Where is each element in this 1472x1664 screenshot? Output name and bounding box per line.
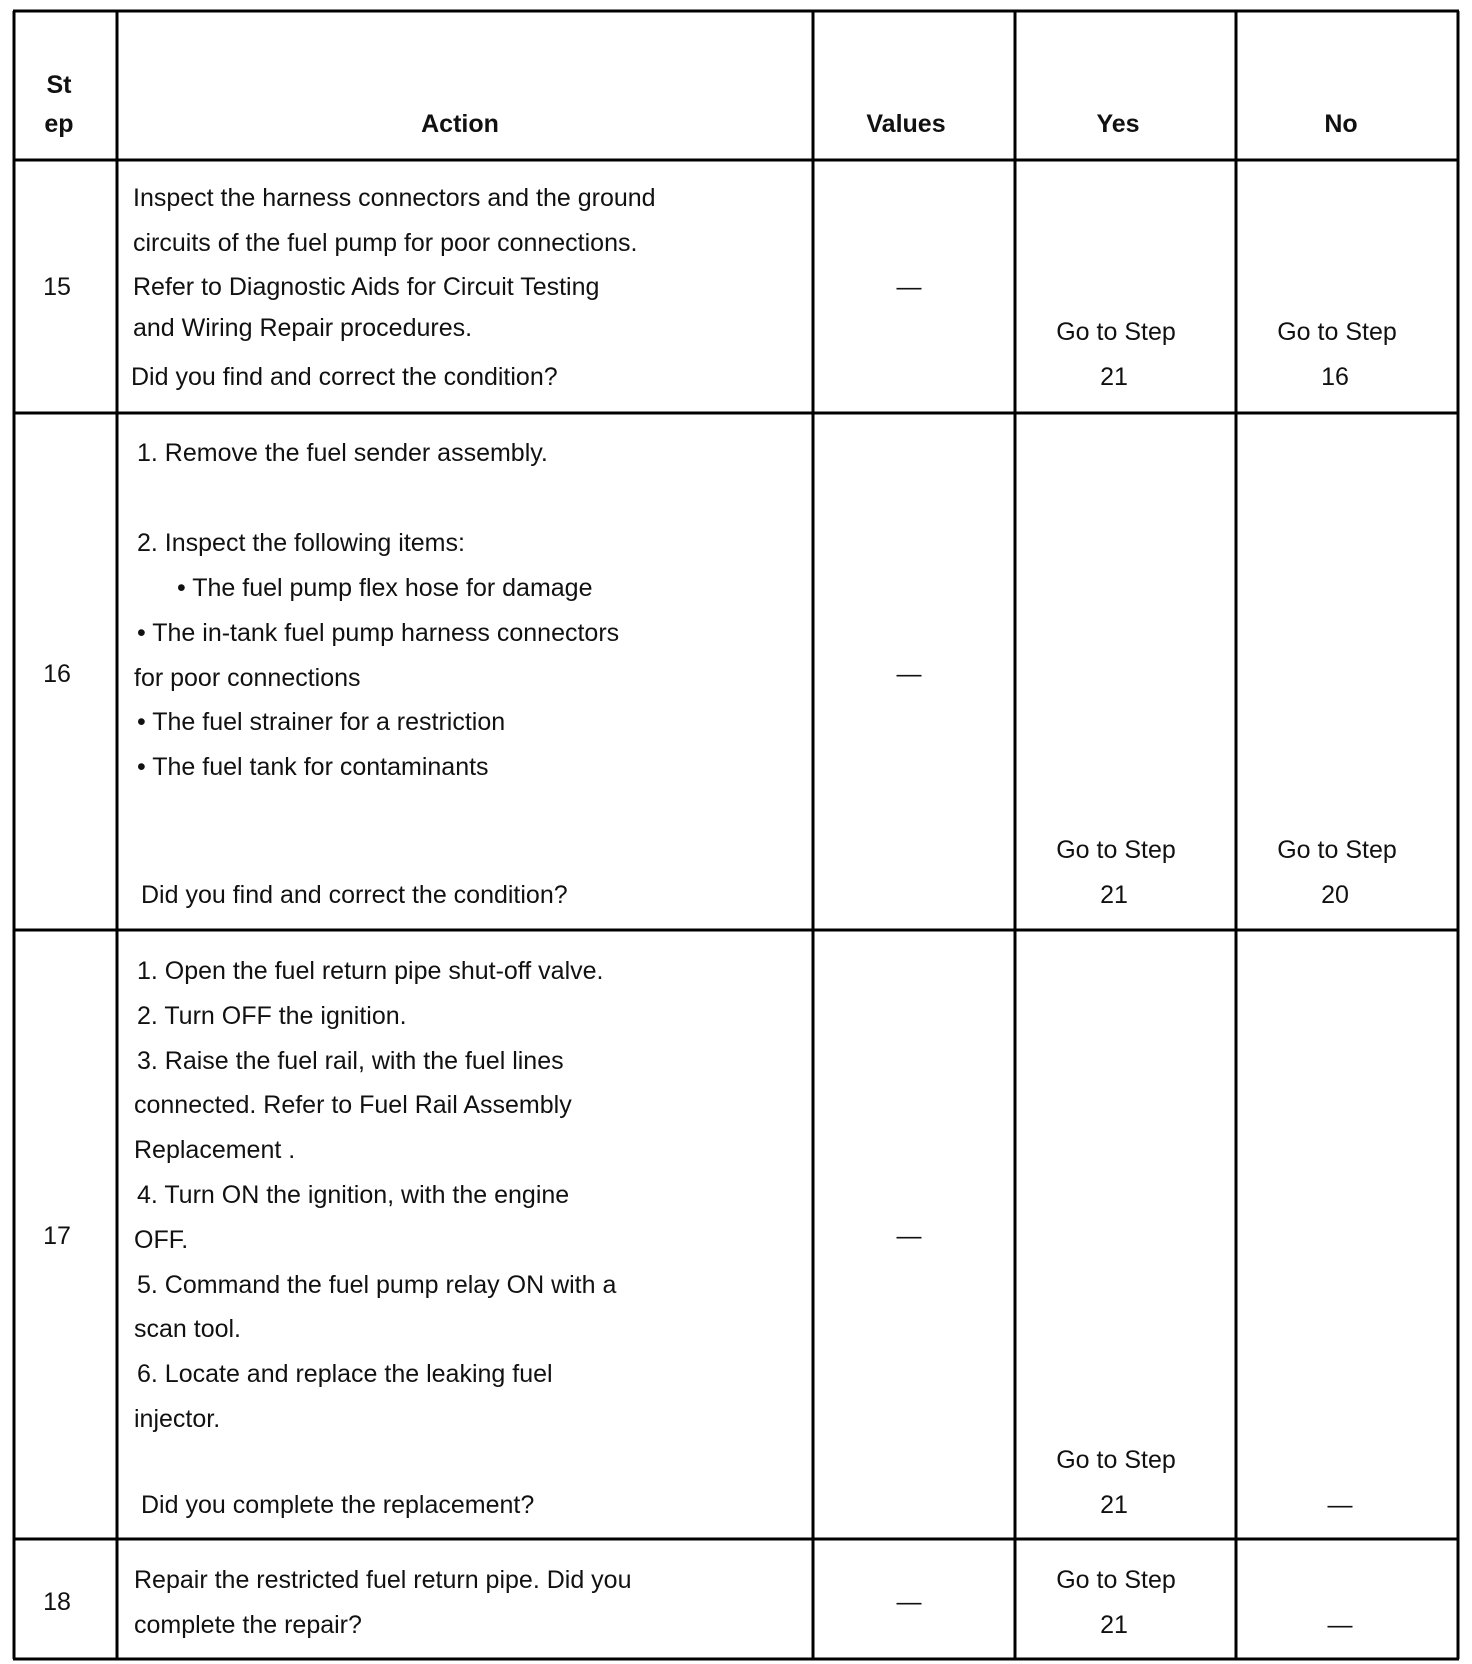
no-goto-label: Go to Step [1277,318,1397,346]
action-line: injector. [134,1405,221,1433]
action-line: for poor connections [134,664,361,692]
yes-goto-step: 21 [1100,363,1128,391]
action-line: connected. Refer to Fuel Rail Assembly [134,1091,572,1119]
action-line: 4. Turn ON the ignition, with the engine [137,1181,570,1209]
action-bullet: • The fuel tank for contaminants [137,753,489,781]
action-line: 2. Inspect the following items: [137,529,465,557]
header-values: Values [866,110,946,138]
header-action: Action [421,110,499,138]
action-bullet: • The fuel pump flex hose for damage [177,574,593,602]
values-cell: — [896,1588,922,1616]
action-line: 1. Remove the fuel sender assembly. [137,439,548,467]
no-cell: — [1327,1491,1353,1519]
no-goto-step: 20 [1321,881,1349,909]
yes-goto-step: 21 [1100,881,1128,909]
action-question: Did you complete the replacement? [141,1491,535,1519]
action-line: scan tool. [134,1315,242,1343]
action-line: 1. Open the fuel return pipe shut-off valve. [137,957,604,985]
action-line: 3. Raise the fuel rail, with the fuel lines [137,1047,564,1075]
action-line: Repair the restricted fuel return pipe. Did you [134,1566,632,1594]
action-line: and Wiring Repair procedures. [133,314,473,342]
action-line: 2. Turn OFF the ignition. [137,1002,407,1030]
yes-goto-step: 21 [1100,1491,1128,1519]
yes-goto-label: Go to Step [1056,318,1176,346]
header-yes: Yes [1096,110,1140,138]
yes-goto-label: Go to Step [1056,1566,1176,1594]
values-cell: — [896,660,922,688]
action-line: 6. Locate and replace the leaking fuel [137,1360,553,1388]
step-number: 17 [43,1222,71,1250]
values-cell: — [896,1222,922,1250]
action-line: complete the repair? [134,1611,362,1639]
action-line: Refer to Diagnostic Aids for Circuit Testing [133,273,600,301]
header-no: No [1324,110,1358,138]
action-line: 5. Command the fuel pump relay ON with a [137,1271,617,1299]
action-line: circuits of the fuel pump for poor connections. [133,229,638,257]
yes-goto-label: Go to Step [1056,836,1176,864]
action-line: Inspect the harness connectors and the ground [133,184,656,212]
step-number: 16 [43,660,71,688]
no-goto-step: 16 [1321,363,1349,391]
action-question: Did you find and correct the condition? [141,881,568,909]
no-goto-label: Go to Step [1277,836,1397,864]
values-cell: — [896,273,922,301]
yes-goto-step: 21 [1100,1611,1128,1639]
header-step-line1: St [46,71,72,99]
action-bullet: • The fuel strainer for a restriction [137,708,506,736]
no-cell: — [1327,1611,1353,1639]
step-number: 18 [43,1588,71,1616]
action-question: Did you find and correct the condition? [131,363,558,391]
header-step-line2: ep [44,110,74,138]
action-bullet: • The in-tank fuel pump harness connectors [137,619,620,647]
step-number: 15 [43,273,71,301]
action-line: OFF. [134,1226,189,1254]
yes-goto-label: Go to Step [1056,1446,1176,1474]
action-line: Replacement . [134,1136,296,1164]
